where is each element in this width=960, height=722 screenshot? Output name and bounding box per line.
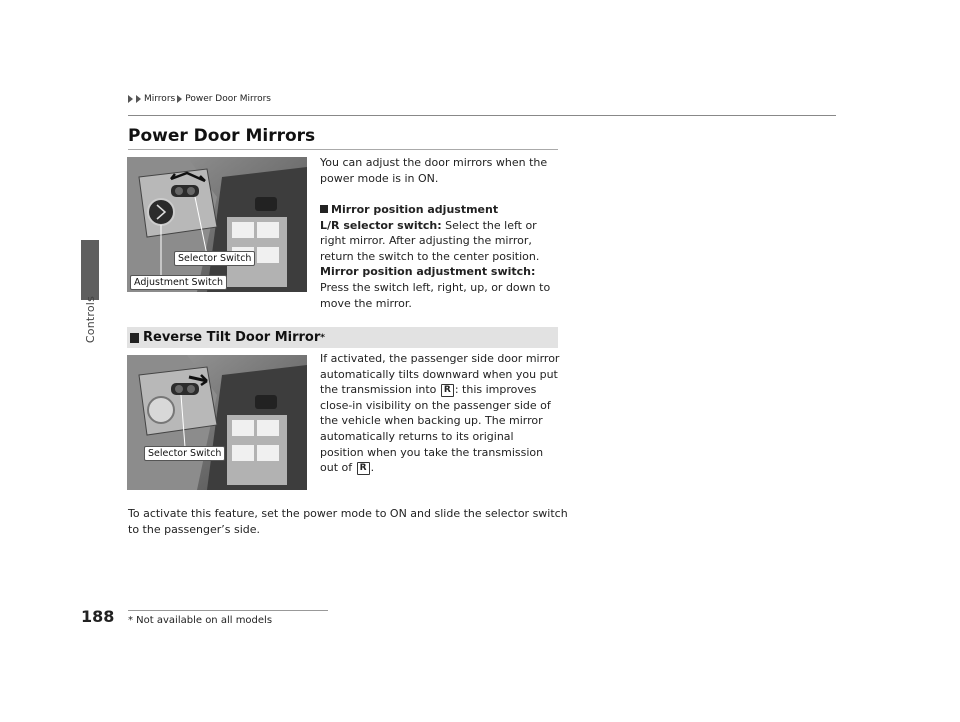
reverse-tilt-description [320, 351, 560, 476]
activation-text: To activate this feature, set the power mode to ON and slide the selector switch to the passenger’s side. [128, 507, 568, 536]
breadcrumb-arrow-icon [136, 95, 141, 103]
reverse-tilt-text-2: : this improves close-in visibility on the passenger side of the vehicle when backing up. The mirror automatically returns to its original position when you take the transmission out of [320, 383, 551, 475]
square-bullet-icon [320, 205, 328, 213]
mirror-position-section [320, 202, 560, 311]
mirror-position-heading-text: Mirror position adjustment [331, 203, 499, 216]
page-title: Power Door Mirrors [128, 126, 316, 146]
breadcrumb-arrow-icon [128, 95, 133, 103]
reverse-tilt-text-3: . [370, 461, 375, 475]
reverse-tilt-heading: Reverse Tilt Door Mirror [143, 330, 321, 345]
adjustment-switch-description [320, 264, 560, 311]
page-number: 188 [81, 607, 115, 626]
adjustment-switch-text: Press the switch left, right, up, or down to move the mirror. [320, 280, 551, 310]
selector-switch-callout: Selector Switch [144, 446, 225, 461]
reverse-gear-key: R [357, 462, 370, 475]
section-tab [81, 240, 99, 300]
reverse-tilt-section-header [127, 327, 558, 348]
adjustment-switch-callout: Adjustment Switch [130, 275, 227, 290]
breadcrumb [128, 94, 271, 104]
reverse-gear-key: R [441, 384, 454, 397]
selector-switch-description [320, 218, 560, 265]
header-divider [128, 115, 836, 116]
selector-switch-callout: Selector Switch [174, 251, 255, 266]
selector-switch-text: Select the left or right mirror. After adjusting the mirror, return the switch to the center position. [320, 218, 540, 263]
square-bullet-icon [130, 333, 139, 343]
intro-text: You can adjust the door mirrors when the power mode is in ON. [320, 156, 548, 185]
reverse-tilt-text-1: If activated, the passenger side door mirror automatically tilts downward when you put the transmission into [320, 352, 560, 397]
selector-switch-photo [127, 355, 307, 490]
title-divider [128, 149, 558, 150]
section-label: Controls [84, 296, 97, 344]
footnote-divider [128, 610, 328, 611]
breadcrumb-item[interactable]: Mirrors [144, 94, 176, 104]
adjustment-switch-label: Mirror position adjustment switch: [320, 265, 536, 279]
breadcrumb-item[interactable]: Power Door Mirrors [185, 94, 271, 104]
footnote: * Not available on all models [128, 615, 273, 626]
footnote-marker: * [320, 332, 325, 343]
door-panel-illustration [127, 157, 307, 292]
door-panel-illustration [127, 355, 307, 490]
breadcrumb-arrow-icon [177, 95, 182, 103]
mirror-position-heading [320, 202, 560, 218]
mirror-switch-photo [127, 157, 307, 292]
selector-switch-label: L/R selector switch: [320, 218, 442, 232]
